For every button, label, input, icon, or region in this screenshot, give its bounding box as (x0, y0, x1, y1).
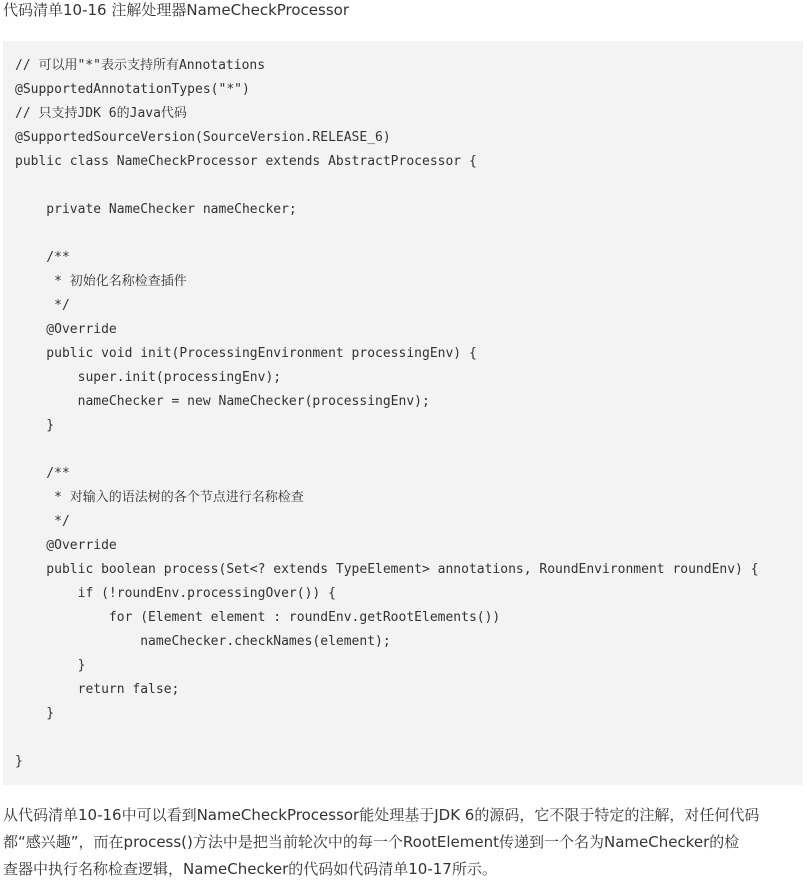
code-line: public class NameCheckProcessor extends AbstractProcessor { (15, 154, 477, 169)
code-line: public void init(ProcessingEnvironment processingEnv) { (15, 346, 477, 361)
code-line: } (15, 754, 23, 769)
code-line: } (15, 418, 55, 433)
code-line: } (15, 658, 86, 673)
code-line: * 对输入的语法树的各个节点进行名称检查 (15, 490, 304, 505)
code-line: super.init(processingEnv); (15, 370, 282, 385)
code-line: nameChecker = new NameChecker(processingEnv); (15, 394, 430, 409)
code-lines (15, 54, 759, 774)
paragraph-line-1: 从代码清单10-16中可以看到NameCheckProcessor能处理基于JDK 6的源码，它不限于特定的注解，对任何代码 (3, 806, 760, 824)
code-line: */ (15, 514, 70, 529)
code-line: // 只支持JDK 6的Java代码 (15, 106, 187, 121)
code-line (15, 174, 759, 198)
code-line: return false; (15, 682, 180, 697)
code-line: private NameChecker nameChecker; (15, 202, 297, 217)
code-line: @SupportedSourceVersion(SourceVersion.RELEASE_6) (15, 130, 391, 145)
code-line (15, 222, 759, 246)
paragraph-line-2: 都“感兴趣”，而在process()方法中是把当前轮次中的每一个RootElement传递到一个名为NameChecker的检 (3, 833, 740, 851)
code-block (3, 41, 803, 785)
code-line: @Override (15, 322, 117, 337)
code-listing-caption: 代码清单10-16 注解处理器NameCheckProcessor (3, 1, 349, 19)
code-line: /** (15, 466, 70, 481)
code-line: // 可以用"*"表示支持所有Annotations (15, 58, 266, 73)
code-line: if (!roundEnv.processingOver()) { (15, 586, 336, 601)
code-line: @SupportedAnnotationTypes("*") (15, 82, 250, 97)
paragraph-line-3: 查器中执行名称检查逻辑，NameChecker的代码如代码清单10-17所示。 (3, 860, 497, 878)
code-line: } (15, 706, 55, 721)
code-line (15, 726, 759, 750)
code-line: * 初始化名称检查插件 (15, 274, 187, 289)
code-line: for (Element element : roundEnv.getRootElements()) (15, 610, 501, 625)
code-line: */ (15, 298, 70, 313)
code-line: /** (15, 250, 70, 265)
code-line: nameChecker.checkNames(element); (15, 634, 391, 649)
body-paragraph (3, 802, 803, 883)
code-line: public boolean process(Set<? extends TypeElement> annotations, RoundEnvironment roundEnv) { (15, 562, 759, 577)
code-line (15, 438, 759, 462)
code-line: @Override (15, 538, 117, 553)
